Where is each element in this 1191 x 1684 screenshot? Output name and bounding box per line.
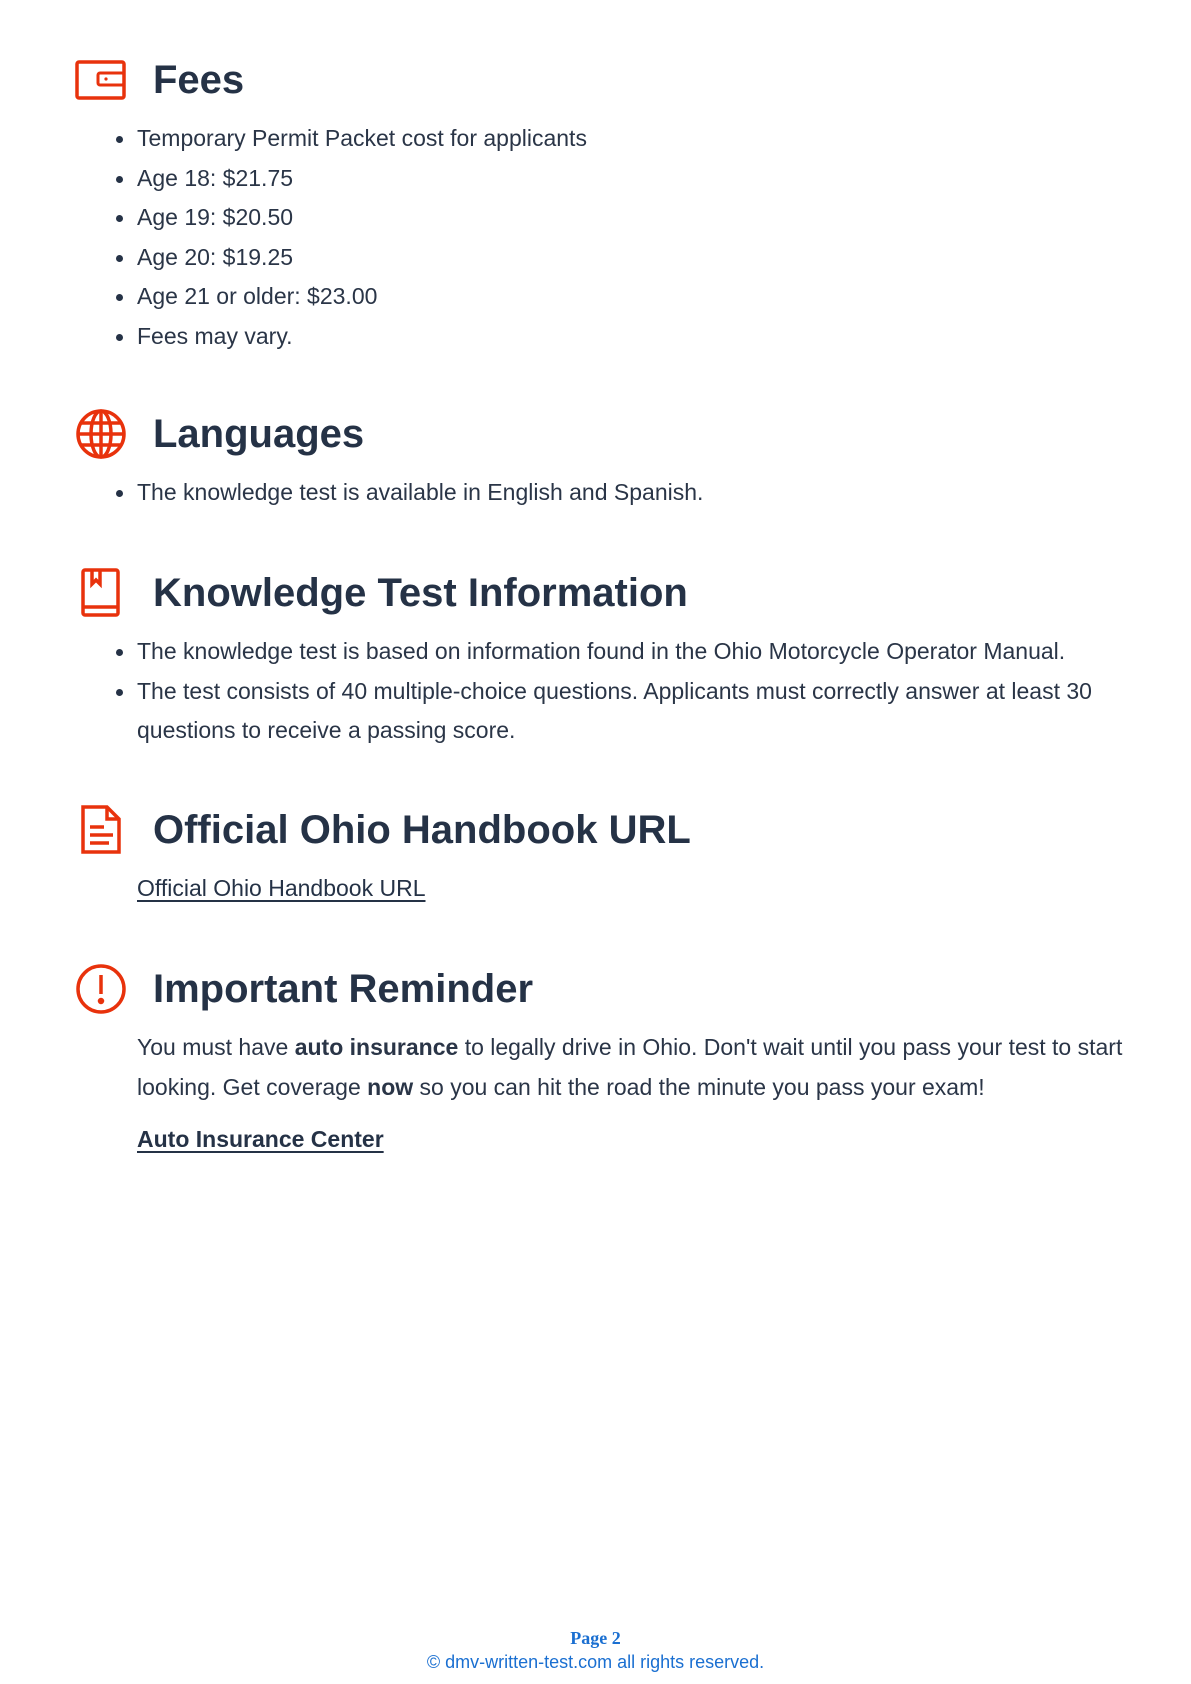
list-item: Age 20: $19.25: [137, 238, 1127, 278]
list-item: The test consists of 40 multiple-choice questions. Applicants must correctly answer at least 30 questions to receive a passing score.: [137, 672, 1127, 751]
languages-list: [137, 473, 1127, 513]
section-title: Official Ohio Handbook URL: [153, 808, 691, 852]
insurance-link-container: [137, 1120, 1127, 1160]
fees-list: [137, 119, 1127, 356]
handbook-link[interactable]: Official Ohio Handbook URL: [137, 875, 426, 901]
reminder-text: [137, 1028, 1127, 1107]
book-icon: [75, 567, 127, 619]
text: so you can hit the road the minute you pass your exam!: [413, 1073, 985, 1100]
bold-text: now: [367, 1073, 414, 1100]
copyright: © dmv-written-test.com all rights reserved.: [426, 1652, 765, 1672]
auto-insurance-link[interactable]: Auto Insurance Center: [137, 1126, 384, 1152]
list-item: Fees may vary.: [137, 317, 1127, 357]
list-item: The knowledge test is available in English and Spanish.: [137, 473, 1127, 513]
wallet-icon: [75, 54, 127, 106]
globe-icon: [75, 408, 127, 460]
alert-circle-icon: [75, 963, 127, 1015]
text: to legally drive in Ohio. Don't wait until you pass your test to start looking. Get coverage: [137, 1034, 1123, 1100]
list-item: Age 18: $21.75: [137, 159, 1127, 199]
handbook-link-container: [137, 869, 1127, 909]
list-item: Temporary Permit Packet cost for applicants: [137, 119, 1127, 159]
page-number: Page 2: [570, 1628, 621, 1648]
list-item: Age 21 or older: $23.00: [137, 277, 1127, 317]
knowledge-list: [137, 632, 1127, 751]
list-item: The knowledge test is based on information found in the Ohio Motorcycle Operator Manual.: [137, 632, 1127, 672]
section-title: Languages: [153, 412, 365, 456]
section-title: Important Reminder: [153, 967, 534, 1011]
bold-text: auto insurance: [294, 1034, 459, 1060]
document-icon: [75, 804, 127, 856]
section-title: Knowledge Test Information: [153, 571, 688, 615]
section-title: Fees: [153, 58, 245, 102]
text: You must have: [137, 1034, 295, 1060]
list-item: Age 19: $20.50: [137, 198, 1127, 238]
